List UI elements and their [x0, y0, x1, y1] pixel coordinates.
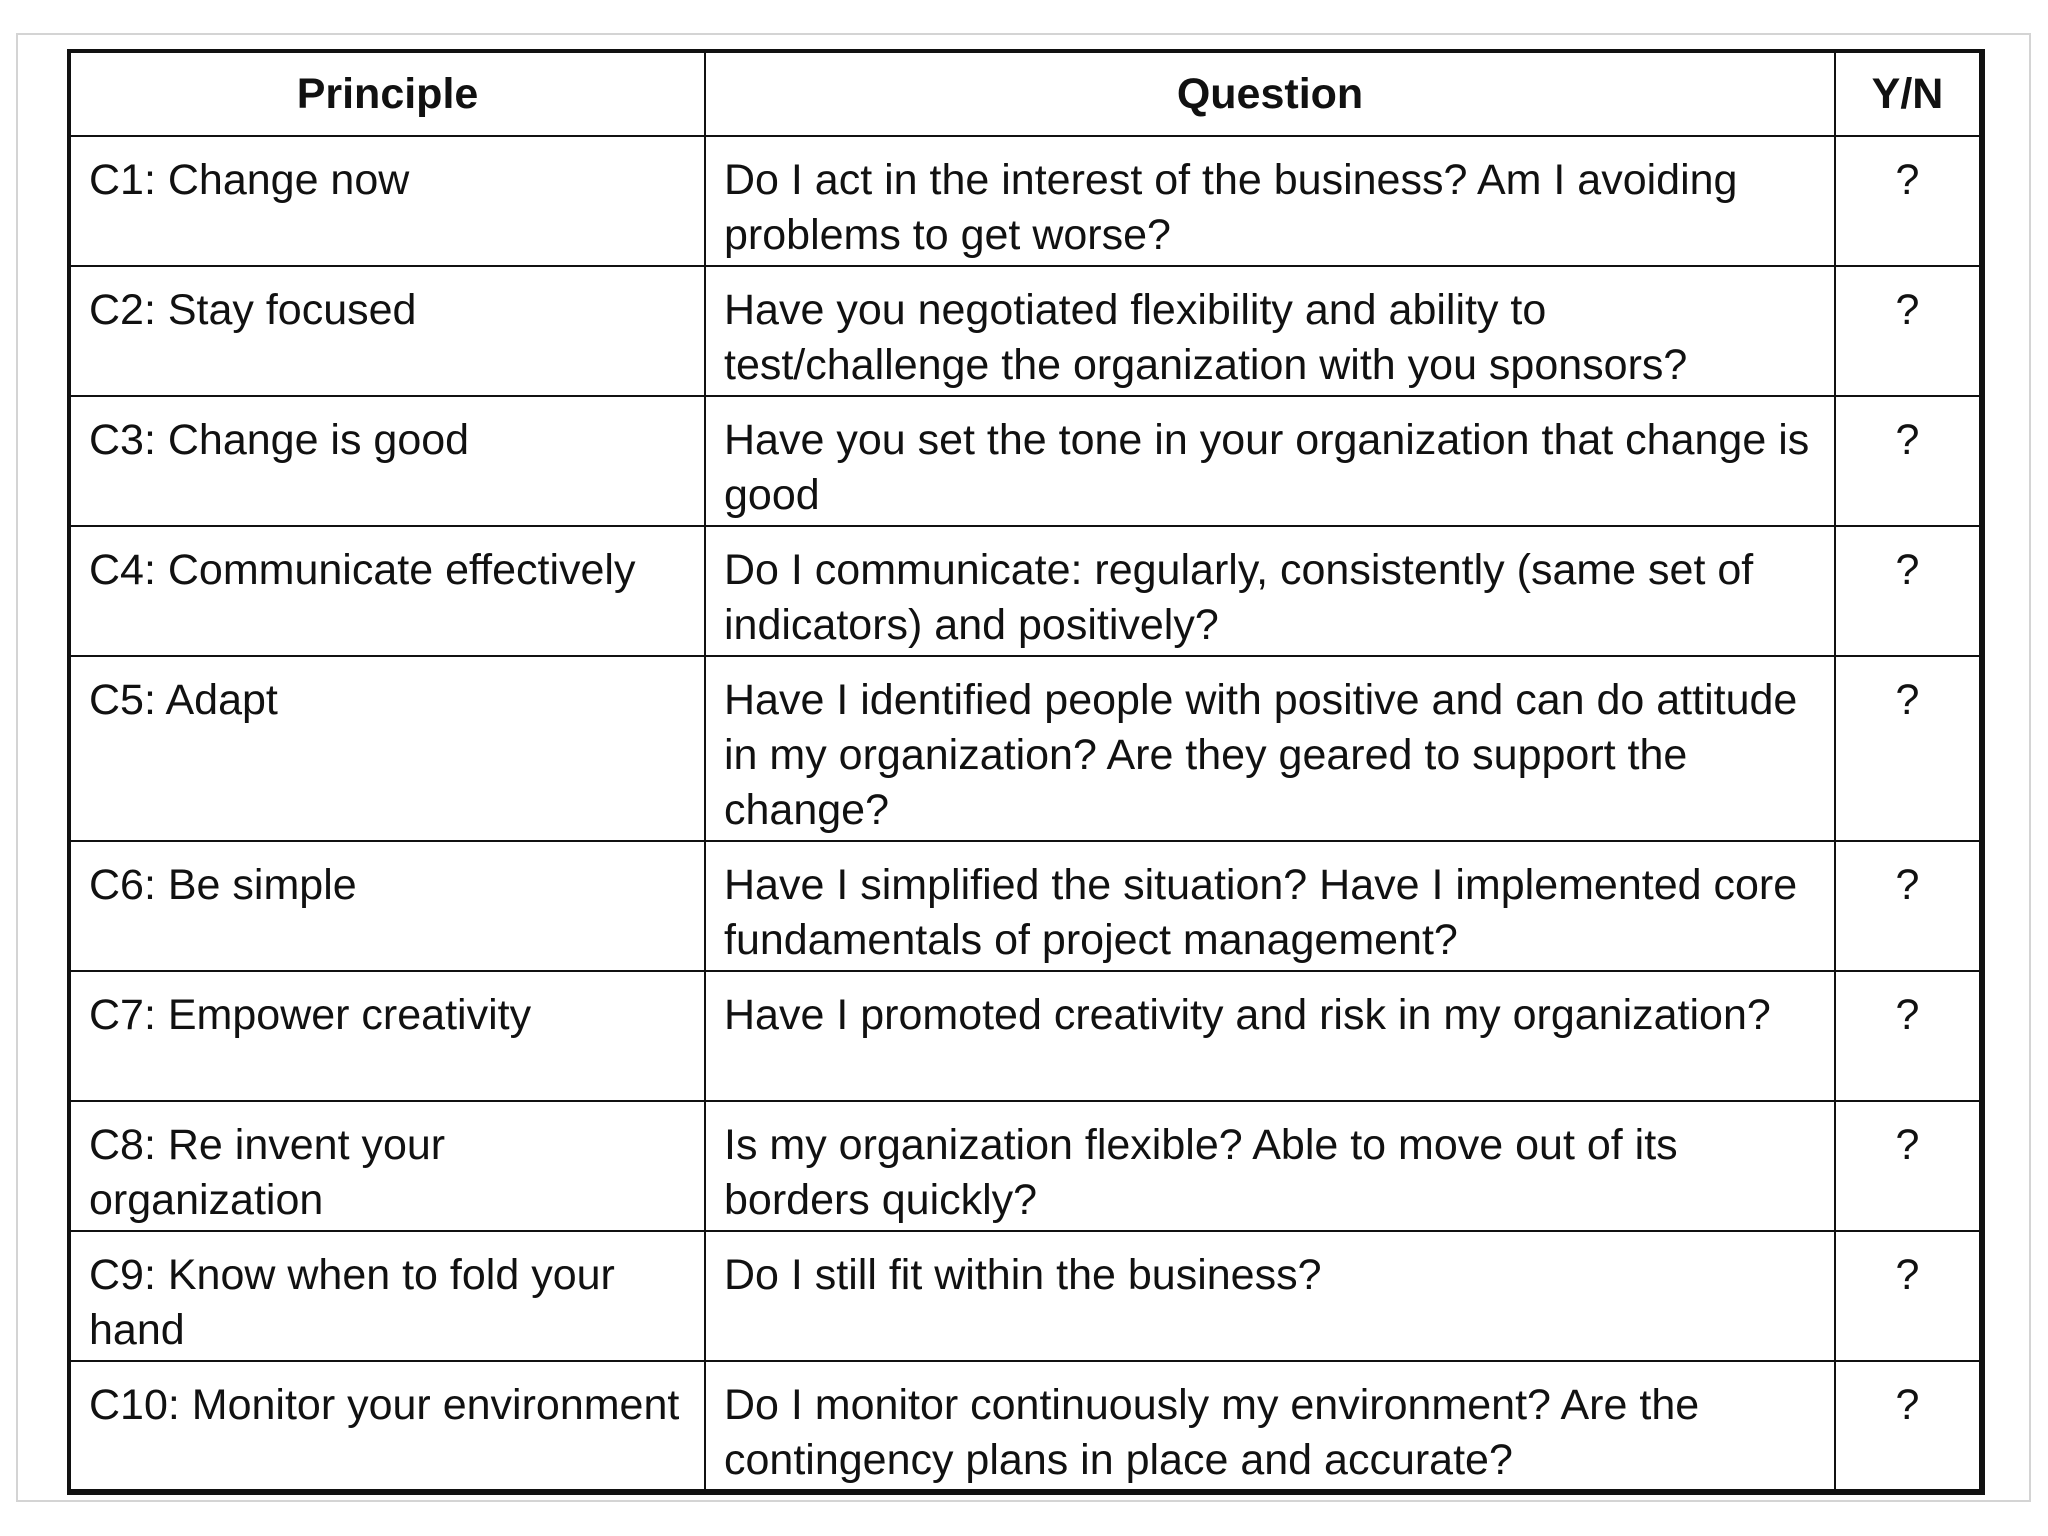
principle-cell: C6: Be simple: [71, 841, 705, 971]
question-cell: Do I communicate: regularly, consistently (same set of indicators) and positively?: [705, 526, 1835, 656]
table-row: [71, 656, 1979, 841]
principle-cell: C10: Monitor your environment: [71, 1361, 705, 1491]
question-cell: Do I monitor continuously my environment? Are the contingency plans in place and accurate?: [705, 1361, 1835, 1491]
question-cell: Have I promoted creativity and risk in my organization?: [705, 971, 1835, 1101]
principle-cell: C2: Stay focused: [71, 266, 705, 396]
principle-cell: C7: Empower creativity: [71, 971, 705, 1101]
question-cell: Is my organization flexible? Able to move out of its borders quickly?: [705, 1101, 1835, 1231]
principles-grid: [71, 53, 1979, 1491]
principle-cell: C4: Communicate effectively: [71, 526, 705, 656]
header-question: Question: [705, 53, 1835, 136]
table-row: [71, 1231, 1979, 1361]
table-row: [71, 971, 1979, 1101]
principle-cell: C1: Change now: [71, 136, 705, 266]
question-cell: Do I act in the interest of the business? Am I avoiding problems to get worse?: [705, 136, 1835, 266]
yn-cell: ?: [1835, 396, 1979, 526]
principles-table: [67, 49, 1985, 1495]
yn-cell: ?: [1835, 266, 1979, 396]
table-row: [71, 841, 1979, 971]
header-row: [71, 53, 1979, 136]
yn-cell: ?: [1835, 1361, 1979, 1491]
table-row: [71, 1361, 1979, 1491]
yn-cell: ?: [1835, 656, 1979, 841]
principle-cell: C9: Know when to fold your hand: [71, 1231, 705, 1361]
table-row: [71, 396, 1979, 526]
header-principle: Principle: [71, 53, 705, 136]
yn-cell: ?: [1835, 136, 1979, 266]
question-cell: Have you negotiated flexibility and ability to test/challenge the organization with you sponsors?: [705, 266, 1835, 396]
yn-cell: ?: [1835, 971, 1979, 1101]
principle-cell: C5: Adapt: [71, 656, 705, 841]
question-cell: Have I identified people with positive and can do attitude in my organization? Are they geared to support the change?: [705, 656, 1835, 841]
yn-cell: ?: [1835, 526, 1979, 656]
principle-cell: C3: Change is good: [71, 396, 705, 526]
yn-cell: ?: [1835, 841, 1979, 971]
yn-cell: ?: [1835, 1231, 1979, 1361]
question-cell: Have I simplified the situation? Have I implemented core fundamentals of project management?: [705, 841, 1835, 971]
header-yn: Y/N: [1835, 53, 1979, 136]
table-row: [71, 1101, 1979, 1231]
table-row: [71, 136, 1979, 266]
question-cell: Do I still fit within the business?: [705, 1231, 1835, 1361]
question-cell: Have you set the tone in your organization that change is good: [705, 396, 1835, 526]
yn-cell: ?: [1835, 1101, 1979, 1231]
table-row: [71, 266, 1979, 396]
principle-cell: C8: Re invent your organization: [71, 1101, 705, 1231]
table-row: [71, 526, 1979, 656]
